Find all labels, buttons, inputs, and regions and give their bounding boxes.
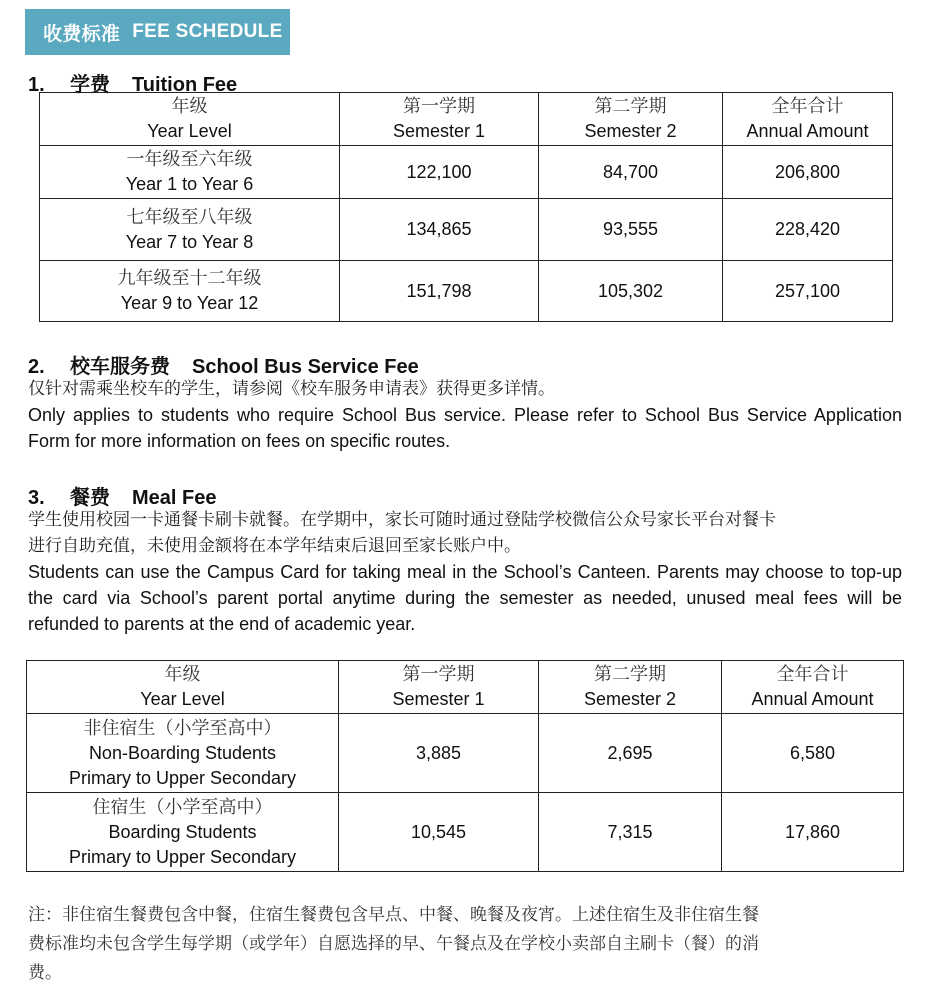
section-title-en: Meal Fee bbox=[132, 487, 217, 509]
table-header-row bbox=[27, 661, 904, 714]
header-annual-amount: 全年合计 Annual Amount bbox=[723, 93, 893, 146]
meal-text-zh-line-2: 进行自助充值，未使用金额将在本学年结束后退回至家长账户中。 bbox=[28, 536, 521, 556]
year-level-cell: 非住宿生（小学至高中） Non-Boarding Students Primary to Upper Secondary bbox=[27, 714, 339, 793]
semester-1-cell: 134,865 bbox=[340, 199, 539, 261]
section-number: 1. bbox=[28, 74, 45, 96]
header-semester-1: 第一学期 Semester 1 bbox=[340, 93, 539, 146]
semester-1-cell: 151,798 bbox=[340, 261, 539, 322]
school-bus-text-en: Only applies to students who require School Bus service. Please refer to School Bus Service Application Form for more information on fees on specific routes. bbox=[28, 405, 902, 451]
header-year-level: 年级 Year Level bbox=[40, 93, 340, 146]
table-header-row bbox=[40, 93, 893, 146]
note-line: 费标准均未包含学生每学期（或学年）自愿选择的早、午餐点及在学校小卖部自主刷卡（餐）的消 bbox=[28, 934, 759, 954]
semester-1-cell: 122,100 bbox=[340, 146, 539, 199]
annual-amount-cell: 228,420 bbox=[723, 199, 893, 261]
annual-amount-cell: 206,800 bbox=[723, 146, 893, 199]
section-title-en: School Bus Service Fee bbox=[192, 356, 419, 378]
annual-amount-cell: 17,860 bbox=[722, 793, 904, 872]
table-row bbox=[27, 714, 904, 793]
header-semester-2: 第二学期 Semester 2 bbox=[539, 93, 723, 146]
year-level-cell: 一年级至六年级 Year 1 to Year 6 bbox=[40, 146, 340, 199]
semester-1-cell: 10,545 bbox=[339, 793, 539, 872]
annual-amount-cell: 257,100 bbox=[723, 261, 893, 322]
year-level-cell: 九年级至十二年级 Year 9 to Year 12 bbox=[40, 261, 340, 322]
note-line: 费。 bbox=[28, 963, 62, 983]
meal-text-zh-line-1: 学生使用校园一卡通餐卡刷卡就餐。在学期中，家长可随时通过登陆学校微信公众号家长平台对餐卡 bbox=[28, 510, 776, 530]
semester-2-cell: 93,555 bbox=[539, 199, 723, 261]
header-semester-1: 第一学期 Semester 1 bbox=[339, 661, 539, 714]
semester-2-cell: 2,695 bbox=[539, 714, 722, 793]
meal-fee-heading bbox=[28, 481, 216, 510]
semester-2-cell: 7,315 bbox=[539, 793, 722, 872]
table-row bbox=[40, 199, 893, 261]
section-title-zh: 餐费 bbox=[70, 487, 110, 509]
table-row bbox=[40, 146, 893, 199]
meal-fee-note bbox=[28, 901, 898, 988]
banner-title-en: FEE SCHEDULE bbox=[132, 21, 283, 42]
table-row bbox=[27, 793, 904, 872]
semester-1-cell: 3,885 bbox=[339, 714, 539, 793]
note-line: 注：非住宿生餐费包含中餐，住宿生餐费包含早点、中餐、晚餐及夜宵。上述住宿生及非住宿生餐 bbox=[28, 905, 759, 925]
tuition-fee-table bbox=[39, 92, 893, 322]
section-title-zh: 学费 bbox=[70, 74, 110, 96]
section-number: 3. bbox=[28, 487, 45, 509]
section-title-en: Tuition Fee bbox=[132, 74, 238, 96]
table-row bbox=[40, 261, 893, 322]
section-number: 2. bbox=[28, 356, 45, 378]
school-bus-fee-heading bbox=[28, 350, 419, 379]
semester-2-cell: 84,700 bbox=[539, 146, 723, 199]
fee-schedule-banner bbox=[25, 9, 290, 55]
header-semester-2: 第二学期 Semester 2 bbox=[539, 661, 722, 714]
header-annual-amount: 全年合计 Annual Amount bbox=[722, 661, 904, 714]
header-year-level: 年级 Year Level bbox=[27, 661, 339, 714]
section-title-zh: 校车服务费 bbox=[70, 356, 170, 378]
semester-2-cell: 105,302 bbox=[539, 261, 723, 322]
meal-text-en: Students can use the Campus Card for taking meal in the School’s Canteen. Parents may choose to top-up the card via School’s parent portal anytime during the semester as needed, unused meal fees will be refunded to parents at the end of academic year. bbox=[28, 562, 902, 634]
meal-fee-table bbox=[26, 660, 904, 872]
school-bus-text-zh: 仅针对需乘坐校车的学生，请参阅《校车服务申请表》获得更多详情。 bbox=[28, 379, 555, 399]
year-level-cell: 七年级至八年级 Year 7 to Year 8 bbox=[40, 199, 340, 261]
year-level-cell: 住宿生（小学至高中） Boarding Students Primary to Upper Secondary bbox=[27, 793, 339, 872]
annual-amount-cell: 6,580 bbox=[722, 714, 904, 793]
banner-title-zh: 收费标准 bbox=[43, 23, 121, 45]
